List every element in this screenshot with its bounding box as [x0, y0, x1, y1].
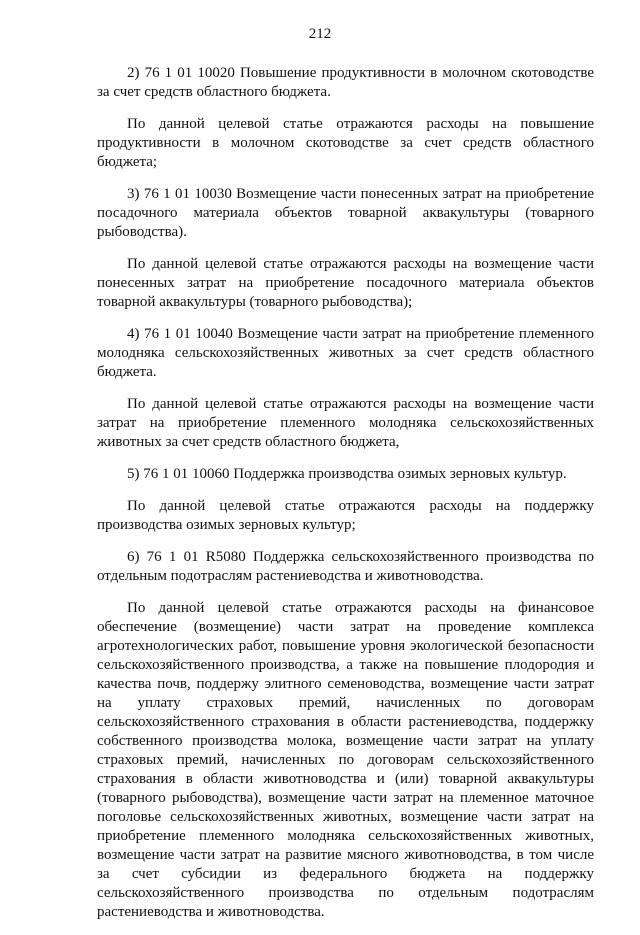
- paragraph-item-4: 4) 76 1 01 10040 Возмещение части затрат на приобретение племенного молодняка сельскохозяйственных животных за счет средств областного бюджета.: [97, 326, 594, 380]
- document-body: [97, 64, 594, 935]
- paragraph-item-2: 2) 76 1 01 10020 Повышение продуктивности в молочном скотоводстве за счет средств областного бюджета.: [97, 65, 594, 100]
- paragraph-item-3: 3) 76 1 01 10030 Возмещение части понесенных затрат на приобретение посадочного материала объектов товарной аквакультуры (товарного рыбоводства).: [97, 186, 594, 240]
- paragraph-description-5: По данной целевой статье отражаются расходы на поддержку производства озимых зерновых культур;: [97, 498, 594, 533]
- paragraph-description-6: По данной целевой статье отражаются расходы на финансовое обеспечение (возмещение) части затрат на проведение комплекса агротехнологических работ, повышение уровня экологической безопасности сельскохозяйственного производства, а также на повышение плодородия и качества почв, поддержу элитного семеноводства, возмещение части затрат на уплату страховых премий, начисленных по договорам сельскохозяйственного страхования в области растениеводства, поддержку собственного производства молока, возмещение части затрат на уплату страховых премий, начисленных по договорам сельскохозяйственного страхования в области животноводства и (или) товарной аквакультуры (товарного рыбоводства), возмещение части затрат на племенное маточное поголовье сельскохозяйственных животных, возмещение части затрат на приобретение племенного молодняка сельскохозяйственных животных, возмещение части затрат на развитие мясного животноводства, в том числе за счет субсидии из федерального бюджета на поддержку сельскохозяйственного производства по отдельным подотраслям растениеводства и животноводства.: [97, 600, 594, 920]
- paragraph-item-6: 6) 76 1 01 R5080 Поддержка сельскохозяйственного производства по отдельным подотраслям растениеводства и животноводства.: [97, 549, 594, 584]
- paragraph-description-3: По данной целевой статье отражаются расходы на возмещение части понесенных затрат на приобретение посадочного материала объектов товарной аквакультуры (товарного рыбоводства);: [97, 256, 594, 310]
- paragraph-description-2: По данной целевой статье отражаются расходы на повышение продуктивности в молочном скотоводстве за счет средств областного бюджета;: [97, 116, 594, 170]
- paragraph-description-4: По данной целевой статье отражаются расходы на возмещение части затрат на приобретение племенного молодняка сельскохозяйственных животных за счет средств областного бюджета,: [97, 396, 594, 450]
- paragraph-item-5: 5) 76 1 01 10060 Поддержка производства озимых зерновых культур.: [127, 466, 567, 482]
- page-number: 212: [308, 26, 332, 42]
